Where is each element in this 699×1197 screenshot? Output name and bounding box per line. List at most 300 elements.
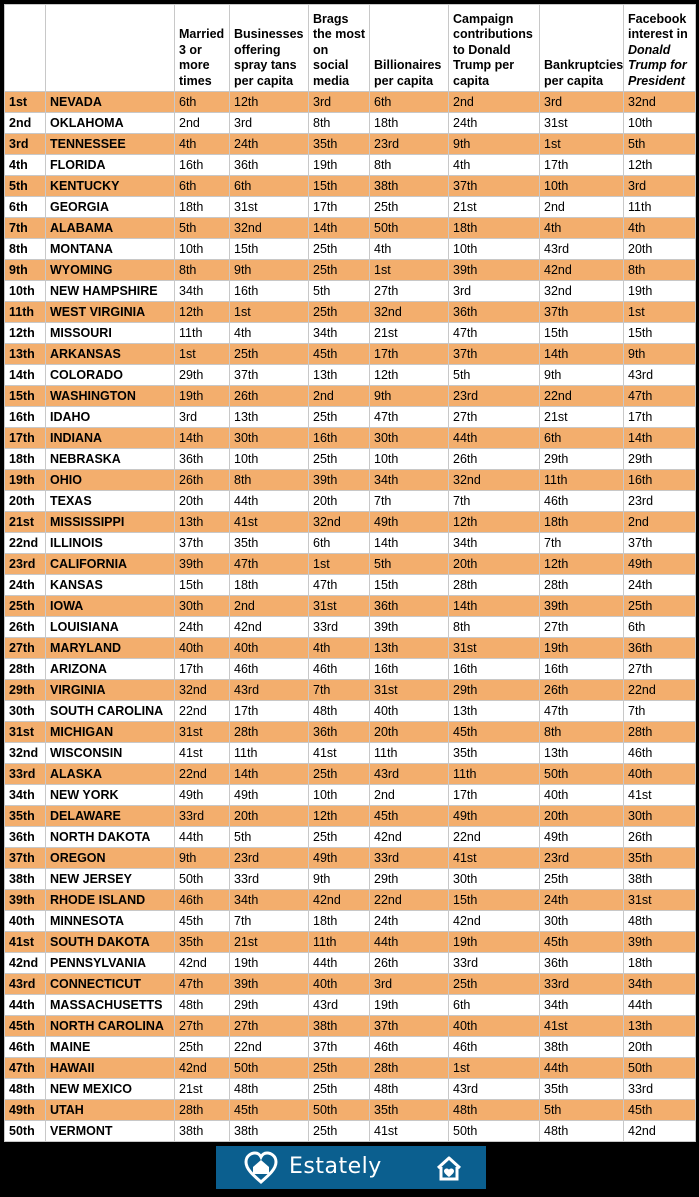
cell-state: DELAWARE (46, 806, 175, 827)
cell-billionaires: 19th (370, 995, 449, 1016)
cell-brags: 25th (309, 1058, 370, 1079)
cell-billionaires: 22nd (370, 890, 449, 911)
cell-campaign: 49th (449, 806, 540, 827)
cell-married: 41st (175, 743, 230, 764)
cell-campaign: 42nd (449, 911, 540, 932)
cell-rank: 23rd (5, 554, 46, 575)
cell-brags: 25th (309, 449, 370, 470)
cell-brags: 8th (309, 113, 370, 134)
cell-married: 9th (175, 848, 230, 869)
cell-billionaires: 10th (370, 449, 449, 470)
cell-married: 49th (175, 785, 230, 806)
cell-spray-tans: 27th (230, 1016, 309, 1037)
cell-state: NORTH CAROLINA (46, 1016, 175, 1037)
cell-campaign: 46th (449, 1037, 540, 1058)
cell-rank: 8th (5, 239, 46, 260)
cell-spray-tans: 22nd (230, 1037, 309, 1058)
cell-bankruptcies: 28th (540, 575, 624, 596)
cell-spray-tans: 15th (230, 239, 309, 260)
cell-campaign: 41st (449, 848, 540, 869)
table-row (5, 785, 696, 806)
table-row (5, 575, 696, 596)
cell-state: MONTANA (46, 239, 175, 260)
cell-bankruptcies: 36th (540, 953, 624, 974)
cell-campaign: 33rd (449, 953, 540, 974)
cell-campaign: 18th (449, 218, 540, 239)
table-row (5, 827, 696, 848)
cell-state: KANSAS (46, 575, 175, 596)
cell-married: 44th (175, 827, 230, 848)
cell-campaign: 24th (449, 113, 540, 134)
cell-facebook: 39th (624, 932, 696, 953)
cell-facebook: 42nd (624, 1121, 696, 1142)
cell-spray-tans: 17th (230, 701, 309, 722)
table-row (5, 344, 696, 365)
cell-campaign: 50th (449, 1121, 540, 1142)
cell-married: 46th (175, 890, 230, 911)
cell-spray-tans: 32nd (230, 218, 309, 239)
table-row (5, 470, 696, 491)
table-row (5, 743, 696, 764)
cell-billionaires: 36th (370, 596, 449, 617)
cell-spray-tans: 45th (230, 1100, 309, 1121)
cell-rank: 22nd (5, 533, 46, 554)
cell-campaign: 1st (449, 1058, 540, 1079)
header-facebook-prefix: Facebook interest in (628, 11, 688, 41)
cell-rank: 3rd (5, 134, 46, 155)
cell-state: VERMONT (46, 1121, 175, 1142)
cell-facebook: 38th (624, 869, 696, 890)
cell-state: NEW JERSEY (46, 869, 175, 890)
cell-brags: 36th (309, 722, 370, 743)
cell-billionaires: 49th (370, 512, 449, 533)
cell-bankruptcies: 21st (540, 407, 624, 428)
table-row (5, 92, 696, 113)
cell-brags: 3rd (309, 92, 370, 113)
cell-billionaires: 29th (370, 869, 449, 890)
table-row (5, 659, 696, 680)
cell-state: TENNESSEE (46, 134, 175, 155)
table-row (5, 1037, 696, 1058)
cell-bankruptcies: 9th (540, 365, 624, 386)
cell-brags: 15th (309, 176, 370, 197)
cell-brags: 50th (309, 1100, 370, 1121)
header-spray-tans: Businesses offering spray tans per capita (230, 5, 309, 92)
table-row (5, 764, 696, 785)
cell-campaign: 5th (449, 365, 540, 386)
cell-spray-tans: 20th (230, 806, 309, 827)
cell-facebook: 43rd (624, 365, 696, 386)
cell-rank: 44th (5, 995, 46, 1016)
cell-billionaires: 42nd (370, 827, 449, 848)
cell-rank: 25th (5, 596, 46, 617)
cell-spray-tans: 19th (230, 953, 309, 974)
cell-brags: 46th (309, 659, 370, 680)
cell-rank: 38th (5, 869, 46, 890)
cell-rank: 40th (5, 911, 46, 932)
cell-state: TEXAS (46, 491, 175, 512)
cell-brags: 25th (309, 239, 370, 260)
cell-campaign: 11th (449, 764, 540, 785)
cell-rank: 18th (5, 449, 46, 470)
cell-bankruptcies: 15th (540, 323, 624, 344)
cell-bankruptcies: 27th (540, 617, 624, 638)
cell-rank: 24th (5, 575, 46, 596)
cell-state: PENNSYLVANIA (46, 953, 175, 974)
cell-spray-tans: 28th (230, 722, 309, 743)
table-body (5, 92, 696, 1142)
cell-billionaires: 8th (370, 155, 449, 176)
cell-campaign: 45th (449, 722, 540, 743)
cell-billionaires: 21st (370, 323, 449, 344)
header-campaign: Campaign contributions to Donald Trump per capita (449, 5, 540, 92)
cell-rank: 20th (5, 491, 46, 512)
cell-facebook: 29th (624, 449, 696, 470)
cell-bankruptcies: 29th (540, 449, 624, 470)
cell-campaign: 32nd (449, 470, 540, 491)
cell-bankruptcies: 40th (540, 785, 624, 806)
cell-facebook: 50th (624, 1058, 696, 1079)
table-row (5, 806, 696, 827)
cell-billionaires: 3rd (370, 974, 449, 995)
cell-facebook: 37th (624, 533, 696, 554)
cell-married: 6th (175, 176, 230, 197)
cell-state: MASSACHUSETTS (46, 995, 175, 1016)
cell-state: LOUISIANA (46, 617, 175, 638)
cell-spray-tans: 41st (230, 512, 309, 533)
cell-spray-tans: 3rd (230, 113, 309, 134)
table-row (5, 512, 696, 533)
cell-billionaires: 6th (370, 92, 449, 113)
cell-bankruptcies: 43rd (540, 239, 624, 260)
cell-billionaires: 12th (370, 365, 449, 386)
cell-rank: 7th (5, 218, 46, 239)
cell-rank: 43rd (5, 974, 46, 995)
cell-campaign: 25th (449, 974, 540, 995)
cell-campaign: 26th (449, 449, 540, 470)
cell-brags: 31st (309, 596, 370, 617)
cell-campaign: 13th (449, 701, 540, 722)
cell-brags: 35th (309, 134, 370, 155)
cell-bankruptcies: 13th (540, 743, 624, 764)
cell-rank: 35th (5, 806, 46, 827)
cell-brags: 43rd (309, 995, 370, 1016)
cell-campaign: 21st (449, 197, 540, 218)
cell-state: ALASKA (46, 764, 175, 785)
cell-married: 35th (175, 932, 230, 953)
cell-state: VIRGINIA (46, 680, 175, 701)
cell-married: 30th (175, 596, 230, 617)
cell-facebook: 22nd (624, 680, 696, 701)
cell-married: 12th (175, 302, 230, 323)
cell-rank: 26th (5, 617, 46, 638)
cell-brags: 34th (309, 323, 370, 344)
cell-bankruptcies: 20th (540, 806, 624, 827)
cell-married: 8th (175, 260, 230, 281)
cell-billionaires: 2nd (370, 785, 449, 806)
cell-spray-tans: 31st (230, 197, 309, 218)
cell-facebook: 41st (624, 785, 696, 806)
cell-billionaires: 17th (370, 344, 449, 365)
cell-state: OKLAHOMA (46, 113, 175, 134)
cell-brags: 5th (309, 281, 370, 302)
cell-rank: 12th (5, 323, 46, 344)
cell-campaign: 17th (449, 785, 540, 806)
cell-campaign: 44th (449, 428, 540, 449)
cell-state: SOUTH DAKOTA (46, 932, 175, 953)
cell-rank: 6th (5, 197, 46, 218)
cell-bankruptcies: 22nd (540, 386, 624, 407)
cell-campaign: 31st (449, 638, 540, 659)
cell-facebook: 13th (624, 1016, 696, 1037)
cell-rank: 9th (5, 260, 46, 281)
table-row (5, 407, 696, 428)
cell-facebook: 17th (624, 407, 696, 428)
cell-campaign: 37th (449, 176, 540, 197)
cell-married: 17th (175, 659, 230, 680)
cell-married: 21st (175, 1079, 230, 1100)
table-row (5, 869, 696, 890)
cell-state: MARYLAND (46, 638, 175, 659)
cell-campaign: 30th (449, 869, 540, 890)
cell-bankruptcies: 46th (540, 491, 624, 512)
cell-rank: 15th (5, 386, 46, 407)
cell-campaign: 36th (449, 302, 540, 323)
cell-campaign: 35th (449, 743, 540, 764)
cell-bankruptcies: 3rd (540, 92, 624, 113)
cell-facebook: 20th (624, 1037, 696, 1058)
table-row (5, 1121, 696, 1142)
cell-spray-tans: 34th (230, 890, 309, 911)
cell-spray-tans: 50th (230, 1058, 309, 1079)
cell-state: MISSISSIPPI (46, 512, 175, 533)
cell-state: SOUTH CAROLINA (46, 701, 175, 722)
cell-married: 22nd (175, 701, 230, 722)
cell-rank: 50th (5, 1121, 46, 1142)
cell-spray-tans: 26th (230, 386, 309, 407)
cell-rank: 48th (5, 1079, 46, 1100)
table-row (5, 1100, 696, 1121)
cell-facebook: 2nd (624, 512, 696, 533)
cell-state: NEW YORK (46, 785, 175, 806)
cell-bankruptcies: 1st (540, 134, 624, 155)
cell-facebook: 27th (624, 659, 696, 680)
cell-brags: 47th (309, 575, 370, 596)
cell-married: 26th (175, 470, 230, 491)
cell-facebook: 33rd (624, 1079, 696, 1100)
cell-brags: 44th (309, 953, 370, 974)
header-facebook-italic: Donald Trump for President (628, 42, 687, 88)
table-row (5, 365, 696, 386)
cell-state: IOWA (46, 596, 175, 617)
cell-billionaires: 34th (370, 470, 449, 491)
cell-brags: 25th (309, 1079, 370, 1100)
cell-rank: 41st (5, 932, 46, 953)
cell-brags: 45th (309, 344, 370, 365)
cell-brags: 25th (309, 302, 370, 323)
cell-brags: 11th (309, 932, 370, 953)
cell-brags: 48th (309, 701, 370, 722)
cell-spray-tans: 44th (230, 491, 309, 512)
cell-spray-tans: 46th (230, 659, 309, 680)
header-billionaires: Billionaires per capita (370, 5, 449, 92)
cell-married: 6th (175, 92, 230, 113)
cell-bankruptcies: 32nd (540, 281, 624, 302)
cell-rank: 11th (5, 302, 46, 323)
cell-bankruptcies: 2nd (540, 197, 624, 218)
cell-billionaires: 32nd (370, 302, 449, 323)
cell-bankruptcies: 26th (540, 680, 624, 701)
header-bankruptcies: Bankruptcies per capita (540, 5, 624, 92)
cell-rank: 2nd (5, 113, 46, 134)
cell-spray-tans: 47th (230, 554, 309, 575)
cell-bankruptcies: 41st (540, 1016, 624, 1037)
cell-billionaires: 41st (370, 1121, 449, 1142)
cell-billionaires: 5th (370, 554, 449, 575)
cell-campaign: 29th (449, 680, 540, 701)
cell-facebook: 5th (624, 134, 696, 155)
cell-facebook: 45th (624, 1100, 696, 1121)
table-row (5, 932, 696, 953)
cell-rank: 27th (5, 638, 46, 659)
cell-brags: 25th (309, 827, 370, 848)
cell-billionaires: 26th (370, 953, 449, 974)
cell-married: 13th (175, 512, 230, 533)
cell-state: OREGON (46, 848, 175, 869)
cell-facebook: 49th (624, 554, 696, 575)
cell-married: 5th (175, 218, 230, 239)
cell-brags: 16th (309, 428, 370, 449)
cell-rank: 34th (5, 785, 46, 806)
table-row (5, 302, 696, 323)
cell-bankruptcies: 10th (540, 176, 624, 197)
cell-campaign: 14th (449, 596, 540, 617)
table-row (5, 554, 696, 575)
cell-facebook: 9th (624, 344, 696, 365)
cell-bankruptcies: 35th (540, 1079, 624, 1100)
header-rank (5, 5, 46, 92)
house-icon (436, 1155, 462, 1181)
cell-facebook: 32nd (624, 92, 696, 113)
cell-campaign: 3rd (449, 281, 540, 302)
cell-state: IDAHO (46, 407, 175, 428)
cell-billionaires: 50th (370, 218, 449, 239)
table-row (5, 995, 696, 1016)
cell-brags: 25th (309, 407, 370, 428)
cell-state: NEW MEXICO (46, 1079, 175, 1100)
table-row (5, 281, 696, 302)
cell-brags: 25th (309, 764, 370, 785)
table-row (5, 449, 696, 470)
cell-spray-tans: 14th (230, 764, 309, 785)
cell-spray-tans: 37th (230, 365, 309, 386)
table-row (5, 533, 696, 554)
cell-campaign: 28th (449, 575, 540, 596)
cell-billionaires: 16th (370, 659, 449, 680)
cell-campaign: 48th (449, 1100, 540, 1121)
cell-married: 18th (175, 197, 230, 218)
cell-bankruptcies: 42nd (540, 260, 624, 281)
cell-billionaires: 31st (370, 680, 449, 701)
cell-brags: 14th (309, 218, 370, 239)
table-row (5, 596, 696, 617)
cell-state: FLORIDA (46, 155, 175, 176)
cell-campaign: 6th (449, 995, 540, 1016)
cell-billionaires: 37th (370, 1016, 449, 1037)
cell-brags: 2nd (309, 386, 370, 407)
cell-bankruptcies: 37th (540, 302, 624, 323)
cell-married: 40th (175, 638, 230, 659)
cell-state: MICHIGAN (46, 722, 175, 743)
cell-married: 31st (175, 722, 230, 743)
cell-facebook: 8th (624, 260, 696, 281)
cell-billionaires: 24th (370, 911, 449, 932)
cell-facebook: 31st (624, 890, 696, 911)
cell-bankruptcies: 50th (540, 764, 624, 785)
cell-campaign: 47th (449, 323, 540, 344)
table-row (5, 638, 696, 659)
cell-billionaires: 4th (370, 239, 449, 260)
cell-state: MAINE (46, 1037, 175, 1058)
cell-facebook: 47th (624, 386, 696, 407)
cell-spray-tans: 23rd (230, 848, 309, 869)
cell-rank: 17th (5, 428, 46, 449)
cell-married: 32nd (175, 680, 230, 701)
cell-state: CONNECTICUT (46, 974, 175, 995)
cell-facebook: 26th (624, 827, 696, 848)
table-row (5, 134, 696, 155)
cell-state: NEW HAMPSHIRE (46, 281, 175, 302)
cell-bankruptcies: 33rd (540, 974, 624, 995)
cell-spray-tans: 42nd (230, 617, 309, 638)
table-row (5, 911, 696, 932)
cell-state: RHODE ISLAND (46, 890, 175, 911)
cell-spray-tans: 6th (230, 176, 309, 197)
cell-rank: 31st (5, 722, 46, 743)
table-row (5, 953, 696, 974)
cell-brags: 42nd (309, 890, 370, 911)
cell-state: INDIANA (46, 428, 175, 449)
cell-billionaires: 23rd (370, 134, 449, 155)
cell-campaign: 19th (449, 932, 540, 953)
table-row (5, 680, 696, 701)
cell-rank: 49th (5, 1100, 46, 1121)
cell-facebook: 25th (624, 596, 696, 617)
cell-state: ARKANSAS (46, 344, 175, 365)
cell-spray-tans: 33rd (230, 869, 309, 890)
cell-facebook: 11th (624, 197, 696, 218)
cell-state: GEORGIA (46, 197, 175, 218)
cell-married: 45th (175, 911, 230, 932)
cell-billionaires: 33rd (370, 848, 449, 869)
cell-rank: 37th (5, 848, 46, 869)
cell-rank: 29th (5, 680, 46, 701)
cell-billionaires: 40th (370, 701, 449, 722)
cell-facebook: 14th (624, 428, 696, 449)
cell-billionaires: 28th (370, 1058, 449, 1079)
cell-billionaires: 15th (370, 575, 449, 596)
cell-state: CALIFORNIA (46, 554, 175, 575)
cell-facebook: 30th (624, 806, 696, 827)
cell-bankruptcies: 17th (540, 155, 624, 176)
table-row (5, 848, 696, 869)
cell-campaign: 37th (449, 344, 540, 365)
table-row (5, 1058, 696, 1079)
cell-married: 4th (175, 134, 230, 155)
cell-brags: 37th (309, 1037, 370, 1058)
cell-brags: 18th (309, 911, 370, 932)
cell-spray-tans: 35th (230, 533, 309, 554)
